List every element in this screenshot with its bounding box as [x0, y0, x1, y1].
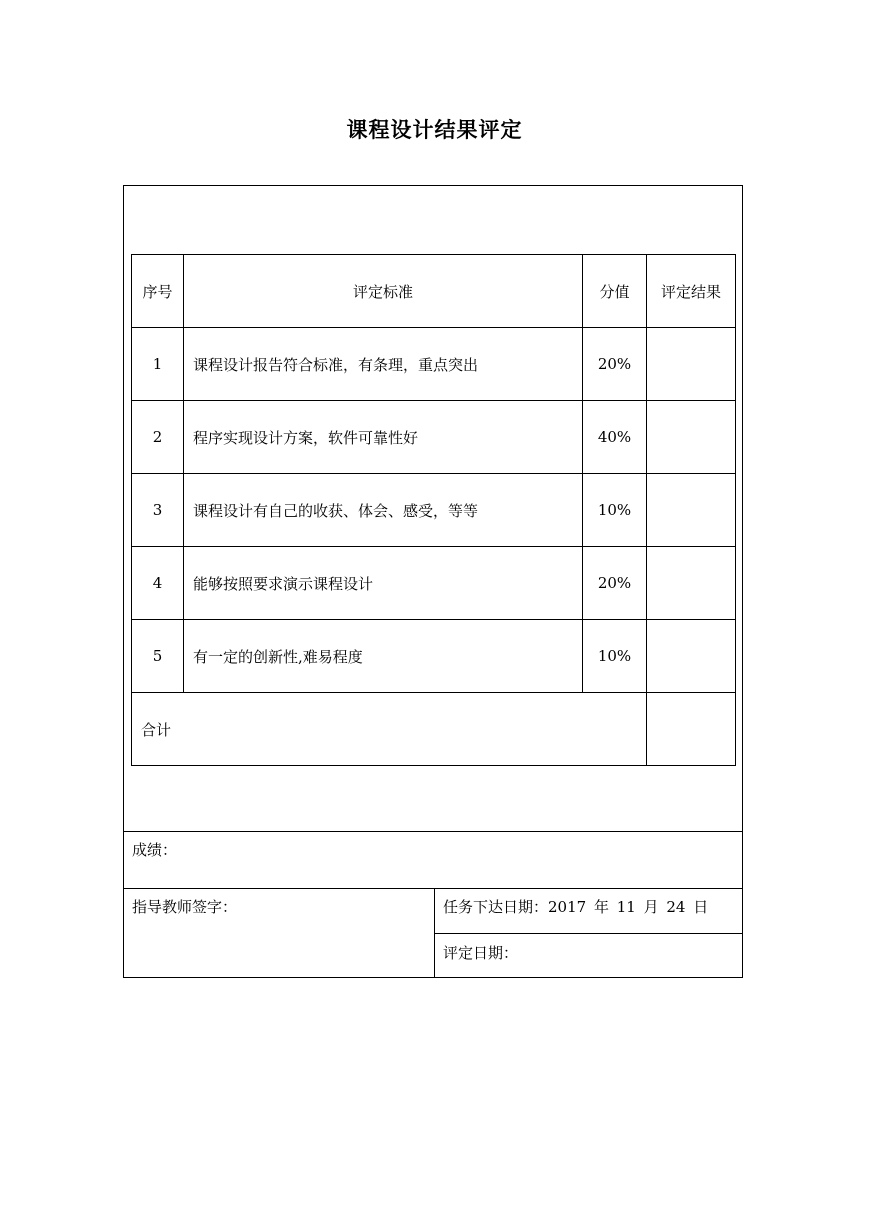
row-no: 4: [132, 547, 184, 620]
row-result-cell[interactable]: [647, 620, 736, 693]
row-score: 40%: [583, 401, 647, 474]
row-no: 3: [132, 474, 184, 547]
divider-dates: [434, 933, 743, 934]
row-criteria: 有一定的创新性,难易程度: [184, 620, 583, 693]
total-value-cell[interactable]: [647, 693, 736, 766]
table-row: [132, 328, 736, 401]
row-no: 1: [132, 328, 184, 401]
total-label: 合计: [132, 693, 647, 766]
grade-label: 成绩：: [132, 841, 178, 859]
row-score: 20%: [583, 328, 647, 401]
divider-signature: [123, 888, 743, 889]
row-score: 10%: [583, 620, 647, 693]
row-result-cell[interactable]: [647, 547, 736, 620]
row-result-cell[interactable]: [647, 474, 736, 547]
row-no: 2: [132, 401, 184, 474]
row-result-cell[interactable]: [647, 328, 736, 401]
table-header-row: [132, 255, 736, 328]
header-score: 分值: [583, 255, 647, 328]
header-no: 序号: [132, 255, 184, 328]
row-criteria: 能够按照要求演示课程设计: [184, 547, 583, 620]
table-row: [132, 547, 736, 620]
row-no: 5: [132, 620, 184, 693]
divider-grade: [123, 831, 743, 832]
row-criteria: 课程设计有自己的收获、体会、感受，等等: [184, 474, 583, 547]
row-criteria: 程序实现设计方案，软件可靠性好: [184, 401, 583, 474]
row-criteria: 课程设计报告符合标准，有条理，重点突出: [184, 328, 583, 401]
header-result: 评定结果: [647, 255, 736, 328]
row-score: 10%: [583, 474, 647, 547]
task-date-label: 任务下达日期：2017 年 11 月 24 日: [443, 898, 709, 916]
table-row: [132, 474, 736, 547]
table-row: [132, 620, 736, 693]
header-criteria: 评定标准: [184, 255, 583, 328]
criteria-table: [131, 254, 736, 766]
page-title: 课程设计结果评定: [346, 118, 523, 142]
row-score: 20%: [583, 547, 647, 620]
table-row: [132, 401, 736, 474]
total-row: [132, 693, 736, 766]
teacher-signature-label: 指导教师签字：: [132, 898, 238, 916]
evaluation-date-label: 评定日期：: [443, 944, 519, 962]
row-result-cell[interactable]: [647, 401, 736, 474]
